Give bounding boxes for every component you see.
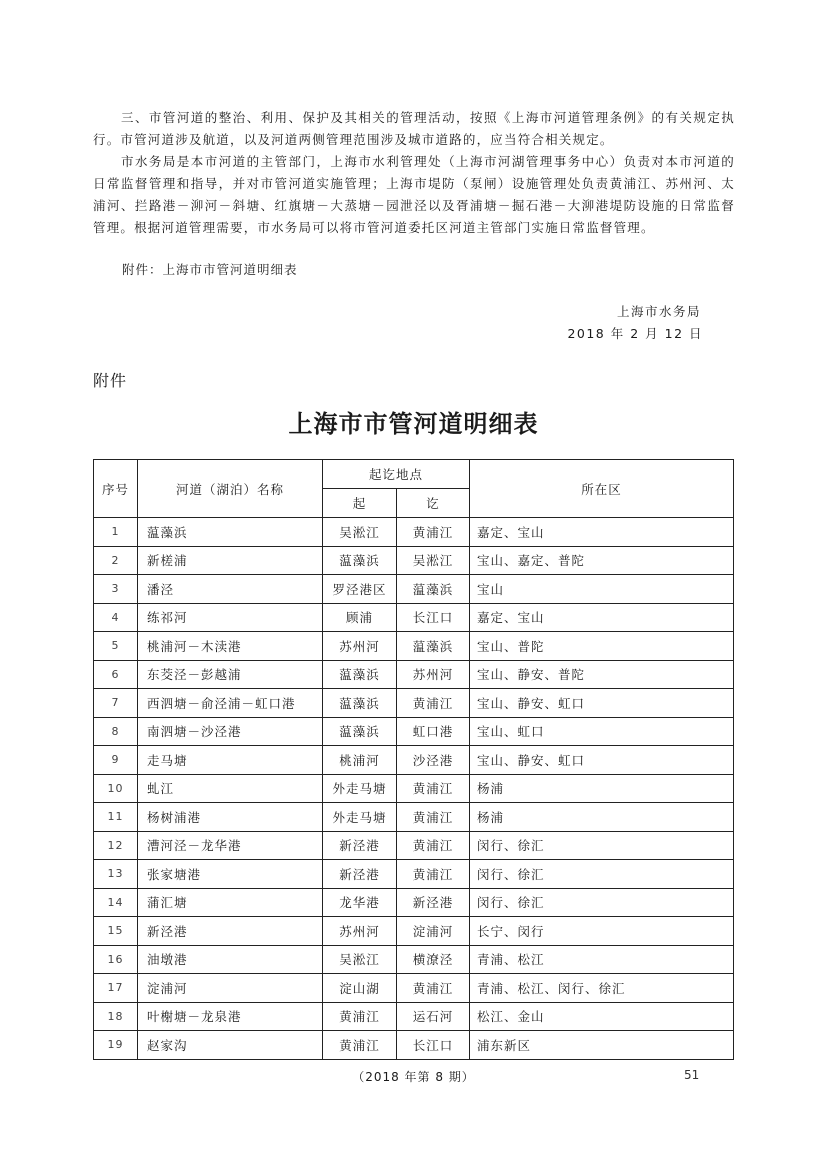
attachment-label: 附件 [93, 371, 128, 390]
cell-to: 黄浦江 [397, 518, 470, 547]
attachment-reference: 附件：上海市市管河道明细表 [122, 262, 298, 277]
table-row [94, 717, 734, 746]
cell-name: 杨树浦港 [138, 803, 323, 832]
table-body [94, 518, 734, 1060]
cell-to: 长江口 [397, 603, 470, 632]
cell-no: 8 [94, 717, 138, 746]
table-row [94, 660, 734, 689]
table-row [94, 774, 734, 803]
cell-name: 蒲汇塘 [138, 888, 323, 917]
cell-district: 杨浦 [470, 774, 734, 803]
cell-from: 蕰藻浜 [323, 546, 397, 575]
cell-name: 新泾港 [138, 917, 323, 946]
issue-footer: （2018 年第 8 期） [352, 1070, 475, 1084]
cell-name: 新槎浦 [138, 546, 323, 575]
table-row [94, 974, 734, 1003]
cell-district: 嘉定、宝山 [470, 603, 734, 632]
table-row [94, 831, 734, 860]
cell-no: 5 [94, 632, 138, 661]
cell-name: 赵家沟 [138, 1031, 323, 1060]
cell-name: 东茭泾－彭越浦 [138, 660, 323, 689]
table-row [94, 917, 734, 946]
cell-district: 宝山、静安、普陀 [470, 660, 734, 689]
cell-from: 蕰藻浜 [323, 717, 397, 746]
cell-district: 杨浦 [470, 803, 734, 832]
cell-to: 黄浦江 [397, 774, 470, 803]
header-no: 序号 [94, 460, 138, 518]
cell-from: 顾浦 [323, 603, 397, 632]
cell-no: 2 [94, 546, 138, 575]
signature-date: 2018 年 2 月 12 日 [567, 326, 703, 341]
cell-district: 宝山 [470, 575, 734, 604]
cell-district: 青浦、松江、闵行、徐汇 [470, 974, 734, 1003]
cell-name: 练祁河 [138, 603, 323, 632]
cell-to: 黄浦江 [397, 689, 470, 718]
cell-to: 新泾港 [397, 888, 470, 917]
cell-name: 淀浦河 [138, 974, 323, 1003]
cell-name: 蕰藻浜 [138, 518, 323, 547]
paragraph-3 [93, 107, 735, 151]
header-from: 起 [323, 489, 397, 518]
cell-from: 淀山湖 [323, 974, 397, 1003]
table-row [94, 689, 734, 718]
cell-district: 宝山、静安、虹口 [470, 746, 734, 775]
signature-organization: 上海市水务局 [616, 304, 701, 319]
table-row [94, 1031, 734, 1060]
cell-to: 蕰藻浜 [397, 575, 470, 604]
cell-to: 虹口港 [397, 717, 470, 746]
cell-district: 长宁、闵行 [470, 917, 734, 946]
cell-no: 11 [94, 803, 138, 832]
cell-no: 13 [94, 860, 138, 889]
cell-to: 沙泾港 [397, 746, 470, 775]
cell-from: 罗泾港区 [323, 575, 397, 604]
cell-from: 蕰藻浜 [323, 660, 397, 689]
cell-from: 新泾港 [323, 831, 397, 860]
cell-district: 青浦、松江 [470, 945, 734, 974]
cell-no: 1 [94, 518, 138, 547]
cell-no: 12 [94, 831, 138, 860]
cell-no: 18 [94, 1002, 138, 1031]
cell-district: 浦东新区 [470, 1031, 734, 1060]
cell-district: 宝山、普陀 [470, 632, 734, 661]
cell-no: 19 [94, 1031, 138, 1060]
cell-from: 苏州河 [323, 632, 397, 661]
table-title: 上海市市管河道明细表 [288, 409, 539, 438]
cell-to: 黄浦江 [397, 860, 470, 889]
cell-name: 虬江 [138, 774, 323, 803]
cell-to: 苏州河 [397, 660, 470, 689]
cell-district: 松江、金山 [470, 1002, 734, 1031]
cell-from: 桃浦河 [323, 746, 397, 775]
cell-from: 吴淞江 [323, 518, 397, 547]
cell-from: 龙华港 [323, 888, 397, 917]
cell-to: 横潦泾 [397, 945, 470, 974]
cell-to: 黄浦江 [397, 803, 470, 832]
table-row [94, 1002, 734, 1031]
table-row [94, 803, 734, 832]
cell-no: 6 [94, 660, 138, 689]
header-span: 起讫地点 [323, 460, 470, 489]
cell-name: 西泗塘－俞泾浦－虹口港 [138, 689, 323, 718]
cell-to: 运石河 [397, 1002, 470, 1031]
cell-from: 黄浦江 [323, 1002, 397, 1031]
cell-to: 蕰藻浜 [397, 632, 470, 661]
cell-to: 长江口 [397, 1031, 470, 1060]
table-row [94, 888, 734, 917]
cell-from: 新泾港 [323, 860, 397, 889]
table-row [94, 518, 734, 547]
table-row [94, 860, 734, 889]
cell-name: 漕河泾－龙华港 [138, 831, 323, 860]
header-to: 讫 [397, 489, 470, 518]
cell-from: 苏州河 [323, 917, 397, 946]
header-row [94, 460, 734, 489]
cell-name: 叶榭塘－龙泉港 [138, 1002, 323, 1031]
cell-no: 10 [94, 774, 138, 803]
table-row [94, 746, 734, 775]
cell-district: 闵行、徐汇 [470, 888, 734, 917]
cell-no: 14 [94, 888, 138, 917]
cell-name: 走马塘 [138, 746, 323, 775]
river-table [93, 459, 734, 1060]
cell-name: 潘泾 [138, 575, 323, 604]
cell-no: 15 [94, 917, 138, 946]
cell-no: 3 [94, 575, 138, 604]
cell-from: 外走马塘 [323, 774, 397, 803]
cell-name: 桃浦河－木渎港 [138, 632, 323, 661]
header-district: 所在区 [470, 460, 734, 518]
cell-no: 17 [94, 974, 138, 1003]
cell-from: 吴淞江 [323, 945, 397, 974]
cell-to: 黄浦江 [397, 831, 470, 860]
paragraph-text: 三、市管河道的整治、利用、保护及其相关的管理活动，按照《上海市河道管理条例》的有关规定执行。市管河道涉及航道，以及河道两侧管理范围涉及城市道路的，应当符合相关规定。 [93, 110, 735, 147]
paragraph-responsibility [93, 151, 735, 239]
page-number: 51 [684, 1068, 700, 1082]
cell-name: 油墩港 [138, 945, 323, 974]
cell-district: 闵行、徐汇 [470, 860, 734, 889]
cell-from: 蕰藻浜 [323, 689, 397, 718]
table-row [94, 945, 734, 974]
cell-no: 4 [94, 603, 138, 632]
cell-no: 9 [94, 746, 138, 775]
cell-to: 淀浦河 [397, 917, 470, 946]
header-name: 河道（湖泊）名称 [138, 460, 323, 518]
cell-district: 闵行、徐汇 [470, 831, 734, 860]
cell-to: 黄浦江 [397, 974, 470, 1003]
table-row [94, 603, 734, 632]
cell-from: 外走马塘 [323, 803, 397, 832]
cell-from: 黄浦江 [323, 1031, 397, 1060]
table-row [94, 632, 734, 661]
cell-district: 宝山、静安、虹口 [470, 689, 734, 718]
cell-name: 南泗塘－沙泾港 [138, 717, 323, 746]
cell-district: 嘉定、宝山 [470, 518, 734, 547]
cell-to: 吴淞江 [397, 546, 470, 575]
paragraph-text: 市水务局是本市河道的主管部门，上海市水利管理处（上海市河湖管理事务中心）负责对本市河道的日常监督管理和指导，并对市管河道实施管理；上海市堤防（泵闸）设施管理处负责黄浦江、苏州河、太浦河、拦路港－泖河－斜塘、红旗塘－大蒸塘－园泄泾以及胥浦塘－掘石港－大泖港堤防设施的日常监督管理。根据河道管理需要，市水务局可以将市管河道委托区河道主管部门实施日常监督管理。 [93, 154, 735, 235]
table-row [94, 546, 734, 575]
cell-district: 宝山、虹口 [470, 717, 734, 746]
table-row [94, 575, 734, 604]
cell-name: 张家塘港 [138, 860, 323, 889]
cell-no: 7 [94, 689, 138, 718]
cell-no: 16 [94, 945, 138, 974]
cell-district: 宝山、嘉定、普陀 [470, 546, 734, 575]
